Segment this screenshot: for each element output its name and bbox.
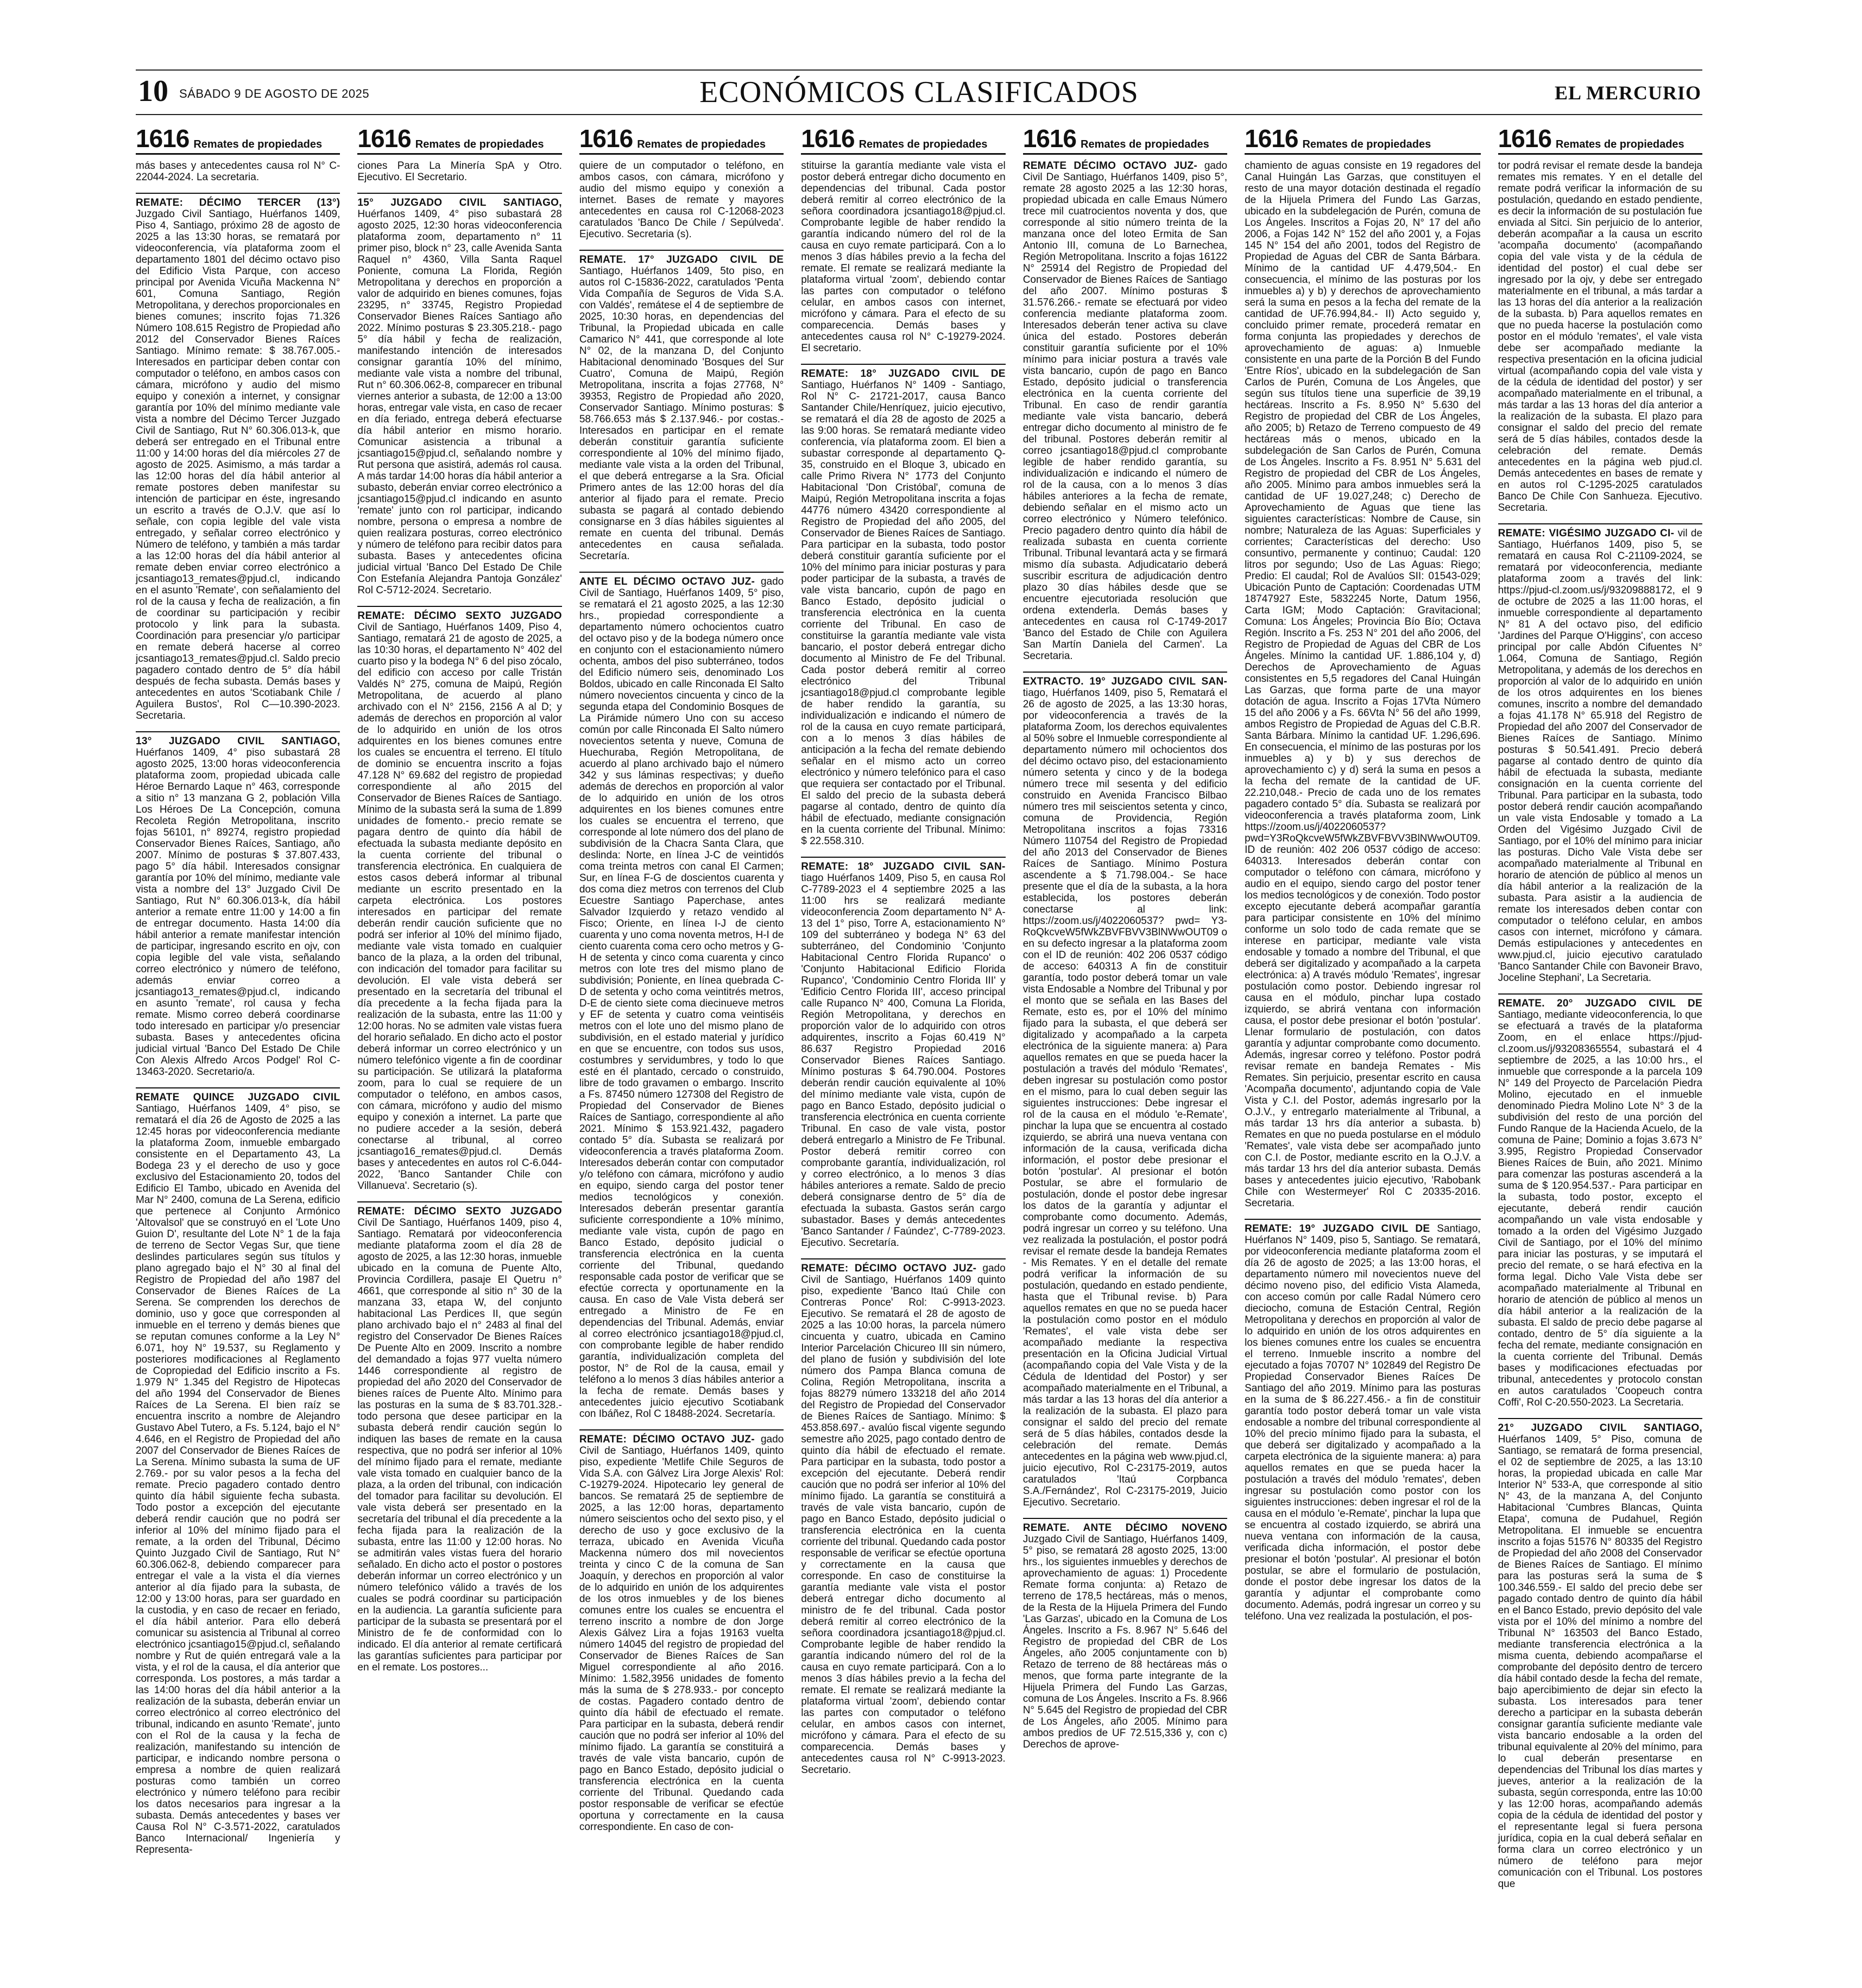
column-header — [357, 121, 561, 155]
classified-column — [1245, 121, 1480, 1988]
category-code: 1616 — [136, 124, 190, 153]
notice-title: ANTE EL DÉCIMO OCTAVO JUZ- — [579, 576, 755, 587]
notice-text: quiere de un computador o teléfono, en ambos casos, con cámara, micrófono y audio del mismo equipo y conexión a internet. Bases de remate y mayores antecedentes en causa rol C-12068-2023 caratulados 'Banco De Chile / Sepúlveda'. Ejecutivo. Secretaria (s). — [579, 160, 784, 240]
notice-text: Huérfanos 1409, 4° piso subastará 28 agosto 2025, 13:00 horas videoconferencia plataforma zoom, propiedad ubicada calle Héroe Bernardo Laque n° 463, corresponde a sitio n° 13 manzana G 2, población Villa Los Héroes De La Concepción, comuna Recoleta Región Metropolitana, inscrito fojas 56101, n° 89274, registro propiedad Conservador Bienes Raíces, Santiago, año 2007. Mínimo de posturas $ 37.807.433, pago 5° día hábil. Interesados consignar garantía por 10% del mínimo, mediante vale vista a nombre del 13° Juzgado Civil De Santiago, Rut N° 60.306.013-k, día hábil anterior a remate entre 11:00 y 14:00 a fin de entregar documento. Hasta 14:00 día hábil anterior a remate manifestar intención de participar, ingresando escrito en ojv, con copia legible del vale vista, señalando correo electrónico y número de teléfono, además enviar correo a jcsantiago13_remates@pjud.cl, indicando en asunto 'remate', rol causa y fecha remate. Mismo correo deberá coordinarse todo interesado en participar y/o presenciar subasta. Bases y antecedentes oficina judicial virtual 'Banco Del Estado De Chile Con Alexis Alfredo Arcos Podgel' Rol C-13463-2020. Secretario/a. — [136, 747, 340, 1078]
category-name: Remates de propiedades — [1081, 138, 1209, 150]
auction-notice — [357, 193, 561, 596]
notice-text: tiago, Huérfanos 1409, piso 5, Rematará el 26 de agosto de 2025, a las 13:30 horas, por videoconferencia a través de la plataforma Zoom, los derechos equivalentes al 50% sobre el Inmueble correspondiente al departamento número mil ochocientos dos del décimo octavo piso, del estacionamiento número setenta y cinco y de la bodega número trece mil sesenta y del edificio construido en Avenida Francisco Bilbao número tres mil seiscientos setenta y cinco, comuna de Providencia, Región Metropolitana inscritos a fojas 73316 Número 110754 del Registro de Propiedad del año 2013 del Conservador de Bienes Raíces de Santiago. Mínimo Postura ascendente a $ 71.798.004.- Se hace presente que el día de la subasta, a la hora establecida, los postores deberán conectarse al link: https://zoom.us/j/4022060537? pwd= Y3-RoQkcveW5fWkZBVFBVV3BlNWwOUT09 o en su defecto ingresar a la plataforma zoom con el ID de reunión: 402 206 0537 código de acceso: 640313 A fin de constituir garantía, todo postor deberá tomar un vale vista Endosable a Nombre del Tribunal y por el monto que se señala en las Bases del Remate, esto es, por el 10% del mínimo fijado para la subasta, el que deberá ser digitalizado y acompañado a la carpeta electrónica de la siguiente manera: a) Para aquellos remates en que se pueda hacer la postulación a través del módulo 'Remates', deben ingresar su postulación como postor en el mismo, para lo cual deben seguir las siguientes instrucciones: Debe ingresar el rol de la causa en el módulo 'e-Remate', pinchar la lupa que se encuentra al costado izquierdo, se abrirá una nueva ventana con información de la causa, verificada dicha información, el postor debe presionar el botón 'postular'. Al presionar el botón Postular, se abre el formulario de postulación, donde el postor debe ingresar los datos de la garantía y adjuntar el comprobante como documento. Además, podrá ingresar un correo y su teléfono. Una vez realizada la postulación, el postor podrá revisar el remate desde la bandeja Remates - Mis Remates. Y en el detalle del remate podrá verificar la información de su postulación, quedando en estado pendiente, hasta que el Tribunal revise. b) Para aquellos remates en que no se pueda hacer la postulación como postor en el módulo 'Remates', el vale vista debe ser acompañado mediante la respectiva presentación en la Oficina Judicial Virtual (acompañando copia del Vale Vista y de la Cédula de Identidad del Postor) y ser acompañado materialmente en el Tribunal, a más tardar a las 13 horas del día anterior a la realización de la subasta. El plazo para consignar el saldo del precio del remate será de 5 días hábiles, contados desde la celebración del remate. Demás antecedentes en la página web www.pjud.cl, juicio ejecutivo, Rol C-23175-2019, autos caratulados 'Itaú Corpbanca S.A./Fernández', Rol C-23175-2019, Juicio Ejecutivo. Secretario. — [1022, 687, 1228, 1508]
notice-title: REMATE: DÉCIMO OCTAVO JUZ- — [801, 1263, 977, 1274]
auction-notice — [579, 572, 784, 1420]
auction-notice — [1498, 993, 1702, 1408]
classified-column — [1023, 121, 1227, 1988]
notice-text: Juzgado Civil de Santiago, Huérfanos 1409, 5° piso, se rematará 28 agosto 2025, 13:00 hrs., los siguientes inmuebles y derechos de aprovechamiento de aguas: 1) Procedente Remate forma conjunta: a) Retazo de terreno de 178,5 hectáreas, más o menos, de la Resta de la Hijuela Primera del Fundo 'Las Garzas', ubicado en la Comuna de Los Ángeles. Inscrito a Fs. 8.967 N° 5.646 del Registro de propiedad del CBR de Los Ángeles, año 2005 conjuntamente con b) Retazo de terreno de 88 hectáreas más o menos, que forma parte integrante de la Hijuela Primera del Fundo Las Garzas, comuna de Los Ángeles. Inscrito a Fs. 8.966 N° 5.645 del Registro de propiedad del CBR de Los Ángeles, año 2005. Mínimo para ambos predios de UF 72.515,336 y, con c) Derechos de aprove- — [1022, 1534, 1228, 1750]
auction-notice — [579, 1429, 784, 1833]
notice-text: Santiago, Huérfanos N° 1409, piso 5, Santiago. Se rematará, por videoconferencia mediante plataforma zoom el día 26 de agosto de 2025; a las 13:00 horas, el departamento número mil novecientos nueve del décimo noveno piso, del edificio Vista Alameda, con acceso común por calle Radal Número cero dieciocho, comuna de Estación Central, Región Metropolitana y derechos en proporción al valor de lo adquirido en unión de los otros adquirentes en los bienes comunes entre los cuales se encuentra el terreno. Inmueble inscrito a nombre del ejecutado a fojas 70707 N° 102849 del Registro De Propiedad Conservador Bienes Raíces De Santiago del año 2019. Mínimo para las posturas en la suma de $ 86.227.456.- a fin de constituir garantía todo postor deberá tomar un vale vista endosable a nombre del tribunal correspondiente al 10% del precio mínimo fijado para la subasta, el que deberá ser digitalizado y acompañado a la carpeta electrónica de la siguiente manera: a) para aquellos remates en que se pueda hacer la postulación a través del módulo 'remates', deben ingresar su postulación como postor con los siguientes instrucciones: deben ingresar el rol de la causa en el módulo 'e-Remate', pinchar la lupa que se encuentra al costado izquierdo, se abrirá una nueva ventana con información de la causa, verificada dicha información, el postor debe presionar el botón 'postular'. Al presionar el botón postular, se abre el formulario de postulación, donde el postor debe ingresar los datos de la garantía y adjuntar el comprobante como documento. Además, podrá ingresar un correo y su teléfono. Una vez realizada la postulación, el pos- — [1245, 1223, 1481, 1622]
notice-text: Santiago, mediante videoconferencia, lo que se efectuará a través de la plataforma Zoom, en el enlace https://pjud-cl.zoom.us/j/93208365554, subastará el 4 septiembre de 2025, a las 10:00 hrs., el inmueble que corresponde a la parcela 109 N° 149 del Proyecto de Parcelación Piedra Molino, ejecutado en el inmueble denominado Piedra Molino Lote N° 3 de la subdivisión del resto de una porción del Fundo Ranque de la Hacienda Acuelo, de la comuna de Paine; Dominio a fojas 3.673 N° 3.995, Registro Propiedad Conservador Bienes Raíces de Buin, año 2021. Mínimo para comenzar las posturas ascenderá a la suma de $ 120.954.537.- Para participar en la subasta, todo postor, excepto el ejecutante, deberá rendir caución acompañando un vale vista endosable y tomado a la orden del Vigésimo Juzgado Civil de Santiago, por el 10% del mínimo para iniciar las posturas, y se imputará el precio del remate, o se hará efectiva en la forma legal. Dicho Vale Vista debe ser acompañado materialmente al Tribunal en horario de atención de público al menos un día hábil anterior a la realización de la subasta. El saldo de precio debe pagarse al contado, dentro de 5° día siguiente a la fecha del remate, mediante consignación en la cuenta corriente del Tribunal. Demás bases y modificaciones efectuadas por tribunal, antecedentes y protocolo constan en autos caratulados 'Coopeuch contra Coffi', Rol C-20.550-2023. La Secretaria. — [1498, 1009, 1702, 1408]
notice-text: gado Civil De Santiago, Huérfanos 1409, piso 5°, remate 28 agosto 2025 a las 12:30 horas, propiedad ubicada en calle Emaus Número trece mil cuatrocientos noventa y dos, que corresponde al sitio número treinta de la manzana once del loteo Ermita de San Antonio III, comuna de Lo Barnechea, Región Metropolitana. Inscrito a fojas 16122 N° 25914 del Registro de Propiedad del Conservador de Bienes Raíces de Santiago del año 2007. Mínimo posturas $ 31.576.266.- remate se efectuará por video conferencia mediante plataforma zoom. Interesados deberán tener activa su clave única del estado. Postores deberán constituir garantía suficiente por el 10% mínimo para iniciar postura a través vale vista bancario, cupón de pago en Banco Estado, depósito judicial o transferencia electrónica en la cuenta corriente del Tribunal. En caso de rendir garantía mediante vale vista bancario, deberá entregar dicho documento al ministro de fe del tribunal. Postores deberán remitir al correo jcsantiago18@pjud.cl comprobante legible de haber rendido garantía, su individualización e indicando el número de rol de la causa, con a lo menos 3 días hábiles anteriores a la fecha de remate, debiendo señalar en el mismo acto un correo electrónico y Número telefónico. Precio pagadero dentro quinto día hábil de realizada subasta en cuenta corriente Tribunal. Tribunal levantará acta y se firmará mismo día subasta. Adjudicatario deberá suscribir escritura de adjudicación dentro plazo 30 días hábiles desde que se encuentre ejecutoriada resolución que ordena extenderla. Demás bases y antecedentes en causa rol C-1749-2017 'Banco del Estado de Chile con Aguilera San Martín Daniela del Carmen'. La Secretaria. — [1022, 160, 1228, 662]
auction-notice — [1245, 1219, 1480, 1622]
notice-text: tiago Huérfanos 1409, Piso 5, en causa Rol C-7789-2023 el 4 septiembre 2025 a las 11:00 hrs se realizará mediante videoconferencia Zoom departamento N° A-13 del 1° piso, Torre A, estacionamiento N° 109 del subterráneo y bodega N° 63 del subterráneo, del Condominio 'Conjunto Habitacional Centro Florida Rupanco' o 'Conjunto Habitacional Edificio Florida Rupanco', 'Condominio Centro Florida III' y 'Edificio Centro Florida III', acceso principal calle Rupanco N° 400, Comuna La Florida, Región Metropolitana, y derechos en proporción valor de lo adquirido con otros adquirentes, inscrito a Fojas 60.419 N° 86.637 Registro Propiedad 2016 Conservador Bienes Raíces Santiago. Mínimo posturas $ 64.790.004. Postores deberán rendir caución equivalente al 10% del mínimo mediante vale vista, cupón de pago en Banco Estado, depósito judicial o transferencia electrónica en cuenta corriente Tribunal. En caso de vale vista, postor deberá entregarlo a Ministro de Fe Tribunal. Postor deberá remitir correo con comprobante garantía, individualización, rol y correo electrónico, a lo menos 3 días hábiles anteriores a remate. Saldo de precio deberá consignarse dentro de 5° día de efectuada la subasta. Gastos serán cargo subastador. Bases y demás antecedentes 'Banco Santander / Faúndez', C-7789-2023. Ejecutivo. Secretaría. — [801, 872, 1006, 1249]
notice-text: Santiago, Huérfanos 1409, 4° piso, se rematará el día 26 de Agosto de 2025 a las 12:45 horas por videoconferencia mediante la plataforma Zoom, inmueble embargado consistente en el Departamento 43, La Bodega 23 y el derecho de uso y goce exclusivo del Estacionamiento 20, todos del Edificio El Tambo, ubicado en Avenida del Mar N° 2400, comuna de La Serena, edificio que pertenece al Conjunto Armónico 'Altovalsol' que se construyó en el 'Lote Uno Guion D', resultante del Lote N° 1 de la faja de terreno de Sector Vegas Sur, que tiene deslindes particulares según sus títulos y plano agregado bajo el N° 30 al final del Registro de Propiedad del año 1987 del Conservador de Bienes Raíces de La Serena. Se comprenden los derechos de dominio, uso y goce que corresponden al inmueble en el terreno y demás bienes que se reputan comunes conforme a la Ley N° 6.071, hoy N° 19.537, su Reglamento y posteriores modificaciones al Reglamento de Copropiedad del Edificio inscrito a Fs. 1.979 N° 1.345 del Registro de Hipotecas del año 1994 del Conservador de Bienes Raíces de La Serena. El bien raíz se encuentra inscrito a nombre de Alejandro Gustavo Abel Tutero, a Fs. 5.124, bajo el N° 4.646, en el Registro de Propiedad del año 2007 del Conservador de Bienes Raíces de La Serena. Mínimo subasta la suma de UF 2.769.- por su valor pesos a la fecha del remate. Precio pagadero contado dentro quinto día hábil siguiente fecha subasta. Todo postor a excepción del ejecutante deberá rendir caución que no podrá ser inferior al 10% del mínimo fijado para el remate, a la orden del Tribunal, Décimo Quinto Juzgado Civil de Santiago, Rut N° 60.306.062-8, debiendo comparecer para entregar el vale a la vista el día viernes anterior al día fijado para la subasta, de 12:00 y 13:00 horas, para ser guardado en la custodia, y en caso de recaer en feriado, el día hábil anterior. Para ello deberá comunicar su asistencia al Tribunal al correo electrónico jcsantiago15@pjud.cl, señalando nombre y Rut de quién entregará vale a la vista, y el rol de la causa, el día anterior que corresponda. Los postores, a más tardar a las 14:00 horas del día hábil anterior a la realización de la subasta, deberán enviar un correo electrónico al correo electrónico del tribunal, indicando en asunto 'Remate', junto con el Rol de la causa y la fecha de realización, manifestando su intención de participar, e indicando nombre persona o empresa a nombre de quien realizará posturas como también un correo electrónico y número teléfono para recibir los datos necesarios para ingresar a la subasta. Demás antecedentes y bases ver Causa Rol N° C-3.571-2022, caratulados Banco Internacional/ Ingeniería y Representa- — [136, 1103, 340, 1856]
column-body — [1245, 160, 1480, 1622]
column-header — [136, 121, 340, 155]
notice-title: REMATE: 18° JUZGADO CIVIL DE — [801, 368, 1006, 379]
notice-text: gado Civil de Santiago, Huérfanos 1409, 5° piso, se rematará el 21 agosto 2025, a las 12:30 hrs., propiedad correspondiente a departamento número ochocientos cuatro del octavo piso y de la bodega número once en conjunto con el estacionamiento número ochenta, ambos del piso subterráneo, todos del Edificio número seis, denominado Los Boldos, ubicado en calle Rinconada El Salto número novecientos cincuenta y cinco de la segunda etapa del Condominio Bosques de La Pirámide número Uno con su acceso común por calle Rinconada El Salto número novecientos setenta y nueve, Comuna de Huechuraba, Región Metropolitana, de acuerdo al plano archivado bajo el número 342 y sus láminas respectivas; y dueño además de derechos en proporción al valor de lo adquirido en unión de los otros adquirentes en los bienes comunes entre los cuales se encuentra el terreno, que corresponde al lote número dos del plano de subdivisión de la Chacra Santa Clara, que deslinda: Norte, en línea J-C de veintidós coma treinta metros con canal El Carmen; Sur, en línea F-G de doscientos cuarenta y dos coma diez metros con terrenos del Club Ecuestre Santiago Paperchase, antes Salvador Izquierdo y retazo vendido al Fisco; Oriente, en línea I-J de ciento cuarenta y uno coma noventa metros, H-I de ciento cuarenta coma cero ocho metros y G-H de setenta y cinco coma cuarenta y cinco metros con lote tres del mismo plano de subdivisión; Poniente, en línea quebrada C-D de setenta y ocho coma veintitrés metros, D-E de ciento siete coma diecinueve metros y EF de setenta y cuatro coma veintiséis metros con el lote uno del mismo plano de subdivisión, en el estado material y jurídico en que se encuentre, con todos sus usos, costumbres y servidumbres, y todo lo que esté en él plantado, cercado o construido, libre de todo gravamen o embargo. Inscrito a Fs. 87450 número 127308 del Registro de Propiedad del Conservador de Bienes Raíces de Santiago, correspondiente al año 2021. Mínimo $ 153.921.432, pagadero contado 5° día. Subasta se realizará por videoconferencia a través plataforma Zoom. Interesados deberán contar con computador y/o teléfono con cámara, micrófono y audio en equipo, siendo carga del postor tener medios tecnológicos y conexión. Interesados deberán presentar garantía suficiente correspondiente a 10% mínimo, mediante vale vista, cupón de pago en Banco Estado, depósito judicial o transferencia electrónica en la cuenta corriente del Tribunal, quedando responsable cada postor de verificar que se efectúe correcta y oportunamente en la causa. En caso de Vale Vista deberá ser entregado a Ministro de Fe en dependencias del Tribunal. Además, enviar al correo electrónico jcsantiago18@pjud.cl, con comprobante legible de haber rendido garantía, individualización completa del postor, N° de Rol de la causa, email y teléfono a lo menos 3 días hábiles anterior a la fecha de remate. Demás bases y antecedentes juicio ejecutivo Scotiabank con Ibáñez, Rol C 18488-2024. Secretaría. — [579, 576, 784, 1420]
classified-column — [801, 121, 1005, 1988]
notice-title: 15° JUZGADO CIVIL SANTIAGO, — [357, 197, 562, 208]
auction-notice — [801, 364, 1005, 847]
category-code: 1616 — [357, 124, 411, 153]
auction-notice — [1498, 523, 1702, 984]
notice-title: REMATE: DÉCIMO SEXTO JUZGADO — [357, 1206, 562, 1217]
category-code: 1616 — [801, 124, 855, 153]
notice-text: stituirse la garantía mediante vale vista el postor deberá entregar dicho documento en dependencias del tribunal. Cada postor deberá remitir al correo electrónico de la señora coordinadora jcsantiago18@pjud.cl. Comprobante legible de haber rendido la garantía indicando número del rol de la causa en cuyo remate participará. Con a lo menos 3 días hábiles previo a la fecha del remate. El remate se realizará mediante la plataforma virtual 'zoom', debiendo contar las partes con computador o teléfono celular, en ambos casos con internet, micrófono y cámara. Para el efecto de su comparecencia. Demás bases y antecedentes causa rol N° C-19279-2024. El secretario. — [801, 160, 1006, 354]
notice-text: más bases y antecedentes causa rol N° C-22044-2024. La secretaria. — [136, 160, 340, 183]
notice-text: Huérfanos 1409, 5° Piso, comuna de Santiago, se rematará de forma presencial, el 02 de septiembre de 2025, a las 13:10 horas, la propiedad ubicada en calle Mar Interior N° 533-A, que corresponde al sitio N° 43, de la manzana A, del Conjunto Habitacional 'Cumbres Blancas, Quinta Etapa', comuna de Pudahuel, Región Metropolitana. El inmueble se encuentra inscrito a fojas 51576 N° 80335 del Registro de Propiedad del año 2008 del Conservador de Bienes Raíces de Santiago. El mínimo para las posturas será la suma de $ 100.346.559.- El saldo del precio debe ser pagado contado dentro de quinto día hábil en el Banco Estado, previo depósito del vale vista por el 10% del mínimo a nombre del Tribunal N° 163503 del Banco Estado, mediante transferencia electrónica a la misma cuenta, debiendo acompañarse el comprobante del depósito dentro de tercero día hábil contado desde la fecha del remate, bajo apercibimiento de dejar sin efecto la subasta. Los interesados para tener derecho a participar en la subasta deberán consignar garantía suficiente mediante vale vista bancario endosable a la orden del tribunal equivalente al 20% del mínimo, para lo cual deberán presentarse en dependencias del Tribunal los días martes y jueves, anterior a la realización de la subasta, según corresponda, entre las 10:00 y las 12:00 horas, acompañando además copia de la cédula de identidad del postor y el representante legal si fuera persona jurídica, copia en la cual deberá señalar en forma clara un correo electrónico y un número de teléfono para mejor comunicación con el Tribunal. Los postores que — [1498, 1434, 1702, 1890]
notice-text: Santiago, Huérfanos N° 1409 - Santiago, Rol N° C- 21721-2017, causa Banco Santander Chile/Henríquez, juicio ejecutivo, se rematará el día 28 de agosto de 2025 a las 9:00 horas. Se rematará mediante video conferencia, vía plataforma zoom. El bien a subastar corresponde al departamento Q-35, construido en el Bloque 3, ubicado en calle Primo Rivera N° 1773 del Conjunto Habitacional 'Don Cristóbal', comuna de Maipú, Región Metropolitana inscrita a fojas 44776 número 43420 correspondiente al Registro de Propiedad del año 2005, del Conservador de Bienes Raíces de Santiago. Para participar en la subasta, todo postor deberá constituir garantía suficiente por el 10% del mínimo para iniciar posturas y para poder participar de la subasta, a través de vale vista bancario, cupón de pago en Banco Estado, depósito judicial o transferencia electrónica en la cuenta corriente del Tribunal. En caso de constituirse la garantía mediante vale vista bancario, el postor deberá entregar dicho documento al Ministro de Fe del Tribunal. Cada postor deberá remitir al correo electrónico del Tribunal jcsantiago18@pjud.cl comprobante legible de haber rendido la garantía, su individualización e indicando el número de rol de la causa en cuyo remate participará, con a lo menos 3 días hábiles de anticipación a la fecha del remate debiendo señalar en el mismo acto un correo electrónico y número telefónico para el caso que requiera ser contactado por el Tribunal. El saldo del precio de la subasta deberá pagarse al contado, dentro de quinto día hábil de efectuado, mediante consignación en la cuenta corriente del Tribunal. Mínimo: $ 22.558.310. — [801, 379, 1006, 847]
auction-notice — [801, 857, 1005, 1249]
column-body — [357, 160, 561, 1673]
dateline: SÁBADO 9 DE AGOSTO DE 2025 — [179, 87, 370, 100]
notice-text: Huérfanos 1409, 4° piso subastará 28 agosto 2025, 12:30 horas videoconferencia plataforma zoom, departamento n° 11 primer piso, block n° 23, calle Avenida Santa Raquel n° 4360, Villa Santa Raquel Poniente, comuna La Florida, Región Metropolitana y derechos en proporción a valor de adquirido en bienes comunes, fojas 23295, n° 33745, Registro Propiedad Conservador Bienes Raíces Santiago año 2022. Mínimo posturas $ 23.305.218.- pago 5° día hábil y fecha de realización, manifestando intención de interesados consignar garantía 10% del mínimo, mediante vale vista a nombre del tribunal, Rut n° 60.306.062-8, comparecer en tribunal viernes anterior a subasta, de 12:00 a 13:00 horas, entregar vale vista, en caso de recaer en día feriado, entrega deberá efectuarse día hábil anterior en mismo horario. Comunicar asistencia a tribunal a jcsantiago15@pjud.cl, señalando nombre y Rut persona que asistirá, además rol causa. A más tardar 14:00 horas día hábil anterior a subasto, deberán enviar correo electrónico a jcsantiago15@pjud.cl indicando en asunto 'remate' junto con rol participar, indicando nombre, persona o empresa a nombre de quien realizara posturas, correo electrónico y número de teléfono para recibir datos para subasta. Bases y antecedentes oficina judicial virtual 'Banco Del Estado De Chile Con Estefanía Alejandra Pantoja González' Rol C-5712-2024. Secretario. — [357, 208, 562, 596]
column-header — [579, 121, 784, 155]
category-name: Remates de propiedades — [859, 138, 988, 150]
notice-text: Civil De Santiago, Huérfanos 1409, piso 4, Santiago. Rematará por videoconferencia mediante plataforma zoom el día 28 de agosto de 2025, a las 12:30 horas, inmueble ubicado en la comuna de Puente Alto, Provincia Cordillera, pasaje El Quetru n° 4661, que corresponde al sitio n° 30 de la manzana 33, etapa W, del conjunto habitacional Las Perdices II, que según plano archivado bajo el n° 2483 al final del registro del Conservador De Bienes Raíces De Puente Alto en 2009. Inscrito a nombre del demandado a fojas 977 vuelta número 1446 correspondiente al registro de propiedad del año 2020 del Conservador de bienes raíces de Puente Alto. Mínimo para las posturas en la suma de $ 83.701.328.- todo persona que desee participar en la subasta deberá rendir caución según lo indiquen las bases de remate en la causa respectiva, que no podrá ser inferior al 10% del mínimo fijado para el remate, mediante vale vista tomado en cualquier banco de la plaza, a la orden del tribunal, con indicación del tomador para facilitar su devolución. El vale vista deberá ser presentado en la secretaría del tribunal el día precedente a la fecha fijada para la realización de la subasta, entre las 11:00 y 12:00 horas. No se admitirán vales vistas fuera del horario señalado. En dicho acto el postor o postores deberán informar un correo electrónico y un número telefónico válido a través de los cuales se podrá coordinar su participación en la audiencia. La garantía suficiente para participar de la subasta se presentará por el Ministro de fe de conformidad con lo indicado. El día anterior al remate certificará las garantías suficientes para participar por en el remate. Los postores... — [357, 1217, 562, 1673]
auction-notice — [357, 160, 561, 183]
column-header — [1245, 121, 1480, 155]
auction-notice — [1023, 1518, 1227, 1750]
auction-notice — [1498, 160, 1702, 514]
column-header — [1023, 121, 1227, 155]
notice-title: REMATE. 20° JUZGADO CIVIL DE — [1498, 998, 1702, 1009]
auction-notice — [357, 1201, 561, 1673]
section-title: ECONÓMICOS CLASIFICADOS — [699, 75, 1139, 109]
category-code: 1616 — [1022, 124, 1077, 153]
notice-title: REMATE: 18° JUZGADO CIVIL SAN- — [801, 861, 1006, 872]
notice-title: 21° JUZGADO CIVIL SANTIAGO, — [1498, 1422, 1702, 1434]
category-code: 1616 — [1245, 124, 1298, 153]
auction-notice — [136, 160, 340, 183]
auction-notice — [1023, 160, 1227, 662]
classifieds-columns — [136, 121, 1702, 1988]
page-number: 10 — [138, 74, 168, 108]
newspaper-page — [136, 69, 1702, 1988]
column-body — [1023, 160, 1227, 1750]
notice-title: REMATE. 17° JUZGADO CIVIL DE — [579, 254, 784, 265]
notice-title: REMATE QUINCE JUZGADO CIVIL — [136, 1092, 340, 1103]
notice-text: tor podrá revisar el remate desde la bandeja remates mis remates. Y en el detalle del remate podrá verificar la información de su postulación, quedando en estado pendiente, es decir la información de su postulación fue enviada al Sitci. Sin perjuicio de lo anterior, deberán acompañar a la causa un escrito 'acompaña documento' (acompañando copia del vale vista y de la cédula de identidad del postor) el cual debe ser ingresado por la ojv, y debe ser entregado materialmente en el tribunal, a más tardar a las 13 horas del día anterior a la realización de la subasta. b) Para aquellos remates en que no pueda hacerse la postulación como postor en el módulo 'remates', el vale vista debe ser acompañado mediante la respectiva presentación en la oficina judicial virtual (acompañando copia del vale vista y de la cédula de identidad del postor) y ser acompañado materialmente en el tribunal, a más tardar a las 13 horas del día anterior a la realización de la subasta. El plazo para consignar el saldo del precio del remate será de 5 días hábiles, contados desde la celebración del remate. Demás antecedentes en la página web pjud.cl. Demás antecedentes en bases de remate y en autos rol C-1295-2025 caratulados Banco De Chile Con Sanhueza. Ejecutivo. Secretaria. — [1498, 160, 1702, 514]
brand-logo: EL MERCURIO — [1554, 82, 1701, 104]
column-body — [801, 160, 1005, 1776]
notice-text: Santiago, Huérfanos 1409, 5to piso, en autos rol C-15836-2022, caratulados 'Penta Vida Compañía de Seguros de Vida S.A. con Valdés', remátese el 4 de septiembre de 2025, 10:30 horas, en dependencias del Tribunal, la Propiedad ubicada en calle Camarico N° 441, que corresponde al lote N° 02, de la manzana D, del Conjunto Habitacional denominado 'Bosques del Sur Cuatro', Comuna de Maipú, Región Metropolitana, inscrita a fojas 27768, N° 39353, Registro de Propiedad año 2020, Conservador Santiago. Mínimo posturas: $ 58.766.653 más $ 2.137.946.- por costas.- Interesados en participar en el remate deberán constituir garantía suficiente correspondiente al 10% del mínimo fijado, mediante vale vista a la orden del Tribunal, el que deberá entregarse a la Sra. Oficial Primero antes de las 12:00 horas del día anterior al fijado para el remate. Precio subasta se pagará al contado debiendo consignarse en 3 días hábiles siguientes al remate en cuenta del tribunal. Demás antecedentes en causa señalada. Secretaría. — [579, 265, 784, 562]
notice-title: REMATE: VIGÉSIMO JUZGADO CI- — [1498, 528, 1675, 539]
notice-text: ciones Para La Minería SpA y Otro. Ejecutivo. El Secretario. — [357, 160, 562, 183]
auction-notice — [579, 250, 784, 562]
auction-notice — [136, 193, 340, 721]
column-header — [801, 121, 1005, 155]
category-name: Remates de propiedades — [1302, 138, 1431, 150]
notice-text: Civil de Santiago, Huérfanos 1409, Piso 4, Santiago, rematará 21 de agosto de 2025, a las 10:30 horas, el departamento N° 402 del cuarto piso y la bodega N° 6 del piso zócalo, del edificio con acceso por calle Tristán Valdés N° 275, comuna de Maipú, Región Metropolitana, de acuerdo al plano archivado con el N° 2156, 2156 A al D; y además de derechos en proporción al valor de lo adquirido en unión de los otros adquirentes en los bienes comunes entre los cuales se encuentra el terreno. El título de dominio se encuentra inscrito a fojas 47.128 N° 69.682 del registro de propiedad correspondiente al año 2015 del Conservador de Bienes Raíces de Santiago. Mínimo de la subasta será la suma de 1.899 unidades de fomento.- precio remate se pagara dentro de quinto día hábil de efectuada la subasta mediante depósito en la cuenta corriente del tribunal o transferencia electrónica. En cualquiera de estos casos deberá informar al tribunal mediante un escrito presentado en la carpeta electrónica. Los postores interesados en participar del remate deberán rendir caución suficiente que no podrá ser inferior al 10% del mínimo fijado, mediante vale vista tomado en cualquier banco de la plaza, a la orden del tribunal, con indicación del tomador para facilitar su devolución. El vale vista deberá ser presentado en la secretaría del tribunal el día precedente a la fecha fijada para la realización de la subasta, entre las 11:00 y 12:00 horas. No se admiten vale vistas fuera del horario señalado. En dicho acto el postor deberá informar un correo electrónico y un número telefónico vigente a fin de coordinar su participación. Se utilizará la plataforma zoom, para lo cual se requiere de un computador o teléfono, en ambos casos, con cámara, micrófono y audio del mismo equipo y conexión a internet. La parte que no pudiere acceder a la sesión, deberá conectarse al tribunal, al correo jcsantiago16_remates@pjud.cl. Demás bases y antecedentes en autos rol C-6.044-2022, 'Banco Santander Chile con Villanueva'. Secretario (s). — [357, 622, 562, 1192]
auction-notice — [357, 606, 561, 1192]
auction-notice — [579, 160, 784, 240]
category-name: Remates de propiedades — [193, 138, 323, 150]
auction-notice — [801, 1258, 1005, 1776]
notice-title: REMATE: 19° JUZGADO CIVIL DE — [1245, 1223, 1430, 1234]
classified-column — [579, 121, 784, 1988]
category-name: Remates de propiedades — [637, 138, 766, 150]
classified-column — [136, 121, 340, 1988]
column-body — [579, 160, 784, 1833]
notice-title: EXTRACTO. 19° JUZGADO CIVIL SAN- — [1022, 676, 1228, 687]
notice-title: REMATE: DÉCIMO SEXTO JUZGADO — [357, 610, 562, 622]
column-header — [1498, 121, 1702, 155]
auction-notice — [1023, 672, 1227, 1508]
column-body — [1498, 160, 1702, 1890]
category-code: 1616 — [1498, 124, 1551, 153]
classified-column — [1498, 121, 1702, 1988]
notice-title: REMATE: DÉCIMO TERCER (13°) — [136, 197, 340, 208]
classified-column — [357, 121, 561, 1988]
notice-text: vil de Santiago, Huérfanos 1409, piso 5, se rematará en causa Rol C-21109-2024, se rematará por videoconferencia, mediante plataforma zoom a través del link: https://pjud-cl.zoom.us/j/93209888172, el 9 de octubre de 2025 a las 11:00 horas, el inmueble correspondiente al departamento N° 81 A del octavo piso, del edificio 'Jardines del Parque O'Higgins', con acceso principal por calle Abdón Cifuentes N° 1.064, Comuna de Santiago, Región Metropolitana, y además de los derechos en proporción al valor de lo adquirido en unión de los otros adquirentes en los bienes comunes, inscrito a nombre del demandado a fojas 41.178 N° 65.918 del Registro de Propiedad del año 2007 del Conservador de Bienes Raíces de Santiago. Mínimo posturas $ 50.541.491. Precio deberá pagarse al contado dentro de quinto día hábil de efectuada la subasta, mediante consignación en la cuenta corriente del Tribunal. Para participar en la subasta, todo postor deberá rendir caución acompañando un vale vista Endosable y tomado a La Orden del Vigésimo Juzgado Civil de Santiago, por el 10% del mínimo para iniciar las posturas. Dicho Vale Vista debe ser acompañado materialmente al Tribunal en horario de atención de público al menos un día hábil anterior a la realización de la subasta. Para asistir a la audiencia de remate los interesados deben contar con computador o teléfono celular, en ambos casos con internet, micrófono y cámara. Demás estipulaciones y antecedentes en www.pjud.cl, juicio ejecutivo caratulado 'Banco Santander Chile con Bavoneir Bravo, Joceline Stephani', La Secretaria. — [1498, 528, 1703, 984]
category-name: Remates de propiedades — [1555, 138, 1684, 150]
notice-text: gado Civil de Santiago, Huérfanos 1409, quinto piso, expediente 'Metlife Chile Seguros de Vida S.A. con Gálvez Lira Jorge Alexis' Rol: C-19279-2024. Hipotecario ley general de bancos. Se rematará 25 de septiembre de 2025, a las 12:00 horas, departamento número seiscientos ocho del sexto piso, y el derecho de uso y goce exclusivo de la terraza, ubicado en Avenida Vicuña Mackenna número dos mil novecientos treinta y cinco C de la comuna de San Joaquín, y derechos en proporción al valor de lo adquirido en unión de los adquirentes de los otros inmuebles y de los bienes comunes entre los cuales se encuentra el terreno inscrito a nombre de don Jorge Alexis Gálvez Lira a fojas 19163 vuelta número 14045 del registro de propiedad del Conservador de Bienes Raíces de San Miguel correspondiente al año 2016. Mínimo: 1.582,3956 unidades de fomento más la suma de $ 278.933.- por concepto de costas. Pagadero contado dentro de quinto día hábil de efectuado el remate. Para participar en la subasta, deberá rendir caución que no podrá ser inferior al 10% del mínimo fijado. La garantía se constituirá a través de vale vista bancario, cupón de pago en Banco Estado, depósito judicial o transferencia electrónica en la cuenta corriente del Tribunal. Quedando cada postor responsable de verificar se efectúe oportuna y correctamente en la causa correspondiente. En caso de con- — [579, 1434, 784, 1833]
notice-title: REMATE DÉCIMO OCTAVO JUZ- — [1022, 160, 1198, 172]
auction-notice — [136, 731, 340, 1078]
column-body — [136, 160, 340, 1856]
auction-notice — [801, 160, 1005, 354]
notice-text: chamiento de aguas consiste en 19 regadores del Canal Huingán Las Garzas, que constituyen el resto de una mayor dotación destinada el regadío de la Hijuela Primera del Fundo Las Garzas, ubicado en la subdelegación de Purén, comuna de Los Ángeles. Inscritos a Fojas 20, N° 17 del año 2006, a Fojas 142 N° 152 del año 2001 y, a Fojas 145 N° 154 del año 2001, todos del Registro de Propiedad de Aguas del CBR de Santa Bárbara. Mínimo de la cantidad UF 4.479,504.- En consecuencia, el mínimo de las posturas por los inmuebles a) y b) y derechos de aprovechamiento será la suma en pesos a la fecha del remate de la cantidad de UF.76.994,84.- II) Acto seguido y, concluido primer remate, procederá rematar en forma conjunta las propiedades y derechos de aprovechamiento de aguas: a) Inmueble consistente en una parte de la Porción B del Fundo 'Entre Ríos', ubicado en la subdelegación de San Carlos de Purén, Comuna de Los Ángeles, que según sus títulos tiene una superficie de 39,19 hectáreas. Inscrito a Fs. 8.950 N° 5.630 del Registro de propiedad del CBR de Los Ángeles, año 2005; b) Retazo de Terreno compuesto de 49 hectáreas más o menos, ubicado en la subdelegación de San Carlos de Purén, Comuna de Los Ángeles. Inscrito a Fs. 8.951 N° 5.631 del Registro de propiedad del CBR de Los Ángeles, año 2005. Mínimo para ambos inmuebles será la cantidad de UF 19.027,248; c) Derecho de Aprovechamiento de Aguas que tiene las siguientes características: Nombre de Cause, sin nombre; Naturaleza de las Aguas: Superficiales y corrientes; Características del derecho: Uso consuntivo, permanente y continuo; Caudal: 120 litros por segundo; Uso de Las Aguas: Riego; Predio: El caudal; Rol de Avalúos SII: 01543-029; Ubicación Punto de Captación: Coordenadas UTM 18747927 Este, 5832245 Norte, Datum 1956, Carta IGM; Modo Captación: Gravitacional; Comuna: Los Ángeles; Provincia Bío Bío; Octava Región. Inscrito a Fs. 253 N° 201 del año 2006, del Registro de Propiedad de Aguas del CBR de Los Ángeles. Mínimo la cantidad UF. 1.886,104 y, d) Derechos de Aprovechamiento de Aguas consistentes en 5,5 regadores del Canal Huingán Las Garzas, que forma parte de una mayor dotación de agua. Inscrito a Fojas 17Vta Número 15 del año 2006 y a Fs. 66Vta N° 56 del año 1999, ambos Registro de Propiedad de Aguas del C.B.R. Santa Bárbara. Mínimo la cantidad UF. 1.296,696. En consecuencia, el mínimo de las posturas por los inmuebles a) y b) y sus derechos de aprovechamiento c) y d) será la suma en pesos a la fecha del remate de la cantidad de UF. 22.210,048.- Precio de cada uno de los remates pagadero contado 5° día. Subasta se realizará por videoconferencia a través plataforma zoom, Link https://zoom.us/j/4022060537? pwd=Y3RoQkcveW5fWkZBVFBVV3BlNWwOUT09. ID de reunión: 402 206 0537 código de acceso: 640313. Interesados deberán contar con computador o teléfono con cámara, micrófono y audio en el equipo, siendo cargo del postor tener los medios tecnológicos y de conexión. Todo postor excepto ejecutante deberá acompañar garantía para participar consistente en 10% del mínimo conforme un solo todo de cada remate que se interese en participar, mediante vale vista endosable y tomado a nombre del Tribunal, el que deberá ser digitalizado y acompañado a la carpeta electrónica: a) A través módulo 'Remates', ingresar postulación como postor. Debiendo ingresar rol causa en el módulo, pinchar lupa costado izquierdo, se abrirá ventana con información causa, el postor debe presionar el botón 'postular'. Llenar formulario de postulación, con datos garantía y adjuntar comprobante como documento. Además, ingresar correo y teléfono. Postor podrá revisar remate en bandeja Remates - Mis Remates. Sin perjuicio, presentar escrito en causa 'Acompaña documento', adjuntando copia de Vale Vista y C.I. del Postor, además ingresarlo por la O.J.V., y entregarlo materialmente al Tribunal, a más tardar 13 hrs día anterior a subasta. b) Remates en que no pueda postularse en el módulo 'Remates', vale vista debe ser acompañado junto con C.I. de Postor, mediante escrito en la O.J.V. a más tardar 13 hrs del día anterior subasta. Demás bases y antecedentes juicio ejecutivo, 'Rabobank Chile con Westermeyer' Rol C 20335-2016. Secretaria. — [1245, 160, 1481, 1209]
notice-text: Juzgado Civil Santiago, Huérfanos 1409, Piso 4, Santiago, próximo 28 de agosto de 2025 a las 13:30 horas, se rematará por videoconferencia, vía plataforma zoom el departamento 1801 del décimo octavo piso del Edificio Vista Parque, con acceso principal por Avenida Vicuña Mackenna N° 601, Comuna Santiago, Región Metropolitana, y derechos proporcionales en bienes comunes; inscrito fojas 71.326 Número 108.615 Registro de Propiedad año 2012 del Conservador Bienes Raíces Santiago. Mínimo remate: $ 38.767.005.- Interesados en participar deben contar con computador o teléfono, en ambos casos con cámara, micrófono y audio del mismo equipo y conexión a internet, y consignar garantía por 10% del mínimo mediante vale vista a nombre del Décimo Tercer Juzgado Civil de Santiago, Rut N° 60.306.013-k, que deberá ser entregado en el Tribunal entre 11:00 y 14:00 horas del día miércoles 27 de agosto de 2025. Asimismo, a más tardar a las 12:00 horas del día hábil anterior al remate postores deben manifestar su intención de participar en éste, ingresando un escrito a través de O.J.V. que así lo señale, con copia legible del vale vista entregado, y señalar correo electrónico y Número de teléfono, y también a más tardar a las 12:00 horas del día hábil anterior al remate deben enviar correo electrónico a jcsantiago13_remates@pjud.cl, indicando en el asunto 'Remate', con señalamiento del rol de la causa y fecha de realización, a fin de coordinar su participación y recibir protocolo y link para la subasta. Coordinación para presenciar y/o participar en remate deberá hacerse al correo jcsantiago13_remates@pjud.cl. Saldo precio pagadero contado dentro de 5° día hábil después de fecha subasta. Demás bases y antecedentes en autos 'Scotiabank Chile / Aguilera Bustos', Rol C—10.390-2023. Secretaria. — [136, 208, 340, 721]
auction-notice — [136, 1087, 340, 1856]
category-code: 1616 — [579, 124, 633, 153]
notice-title: REMATE. ANTE DÉCIMO NOVENO — [1022, 1522, 1228, 1534]
category-name: Remates de propiedades — [415, 138, 544, 150]
notice-title: 13° JUZGADO CIVIL SANTIAGO, — [136, 736, 340, 747]
auction-notice — [1498, 1418, 1702, 1890]
masthead — [136, 69, 1702, 115]
notice-text: gado Civil de Santiago, Huérfanos 1409 quinto piso, expediente 'Banco Itaú Chile con Contreras Ponce' Rol: C-9913-2023. Ejecutivo. Se rematará el 28 de agosto de 2025 a las 10:00 horas, la parcela número cincuenta y cuatro, ubicada en Camino Interior Parcelación Chicureo III sin número, del plano de fusión y subdivisión del lote número dos Pampa Blanca comuna de Colina, Región Metropolitana, inscrita a fojas 88279 número 133218 del año 2014 del Registro de Propiedad del Conservador de Bienes Raíces de Santiago. Mínimo: $ 453.858.697.- avalúo fiscal vigente segundo semestre año 2025, pago contado dentro de quinto día hábil de efectuado el remate. Para participar en la subasta, todo postor a excepción del ejecutante. Deberá rendir caución que no podrá ser inferior al 10% del mínimo fijado. La garantía se constituirá a través de vale vista bancario, cupón de pago en Banco Estado, depósito judicial o transferencia electrónica en la cuenta corriente del tribunal. Quedando cada postor responsable de verificar se efectúe oportuna y correctamente en la causa que corresponde. En caso de constituirse la garantía mediante vale vista el postor deberá entregar dicho documento al ministro de fe del tribunal. Cada postor deberá remitir al correo electrónico de la señora coordinadora jcsantiago18@pjud.cl. Comprobante legible de haber rendido la garantía indicando número del rol de la causa en cuyo remate participará. Con a lo menos 3 días hábiles previo a la fecha del remate. El remate se realizará mediante la plataforma virtual 'zoom', debiendo contar las partes con computador o teléfono celular, en ambos casos con internet, micrófono y cámara. Para el efecto de su comparecencia. Demás bases y antecedentes causa rol N° C-9913-2023. Secretario. — [801, 1263, 1006, 1776]
notice-title: REMATE: DÉCIMO OCTAVO JUZ- — [579, 1434, 755, 1445]
auction-notice — [1245, 160, 1480, 1209]
